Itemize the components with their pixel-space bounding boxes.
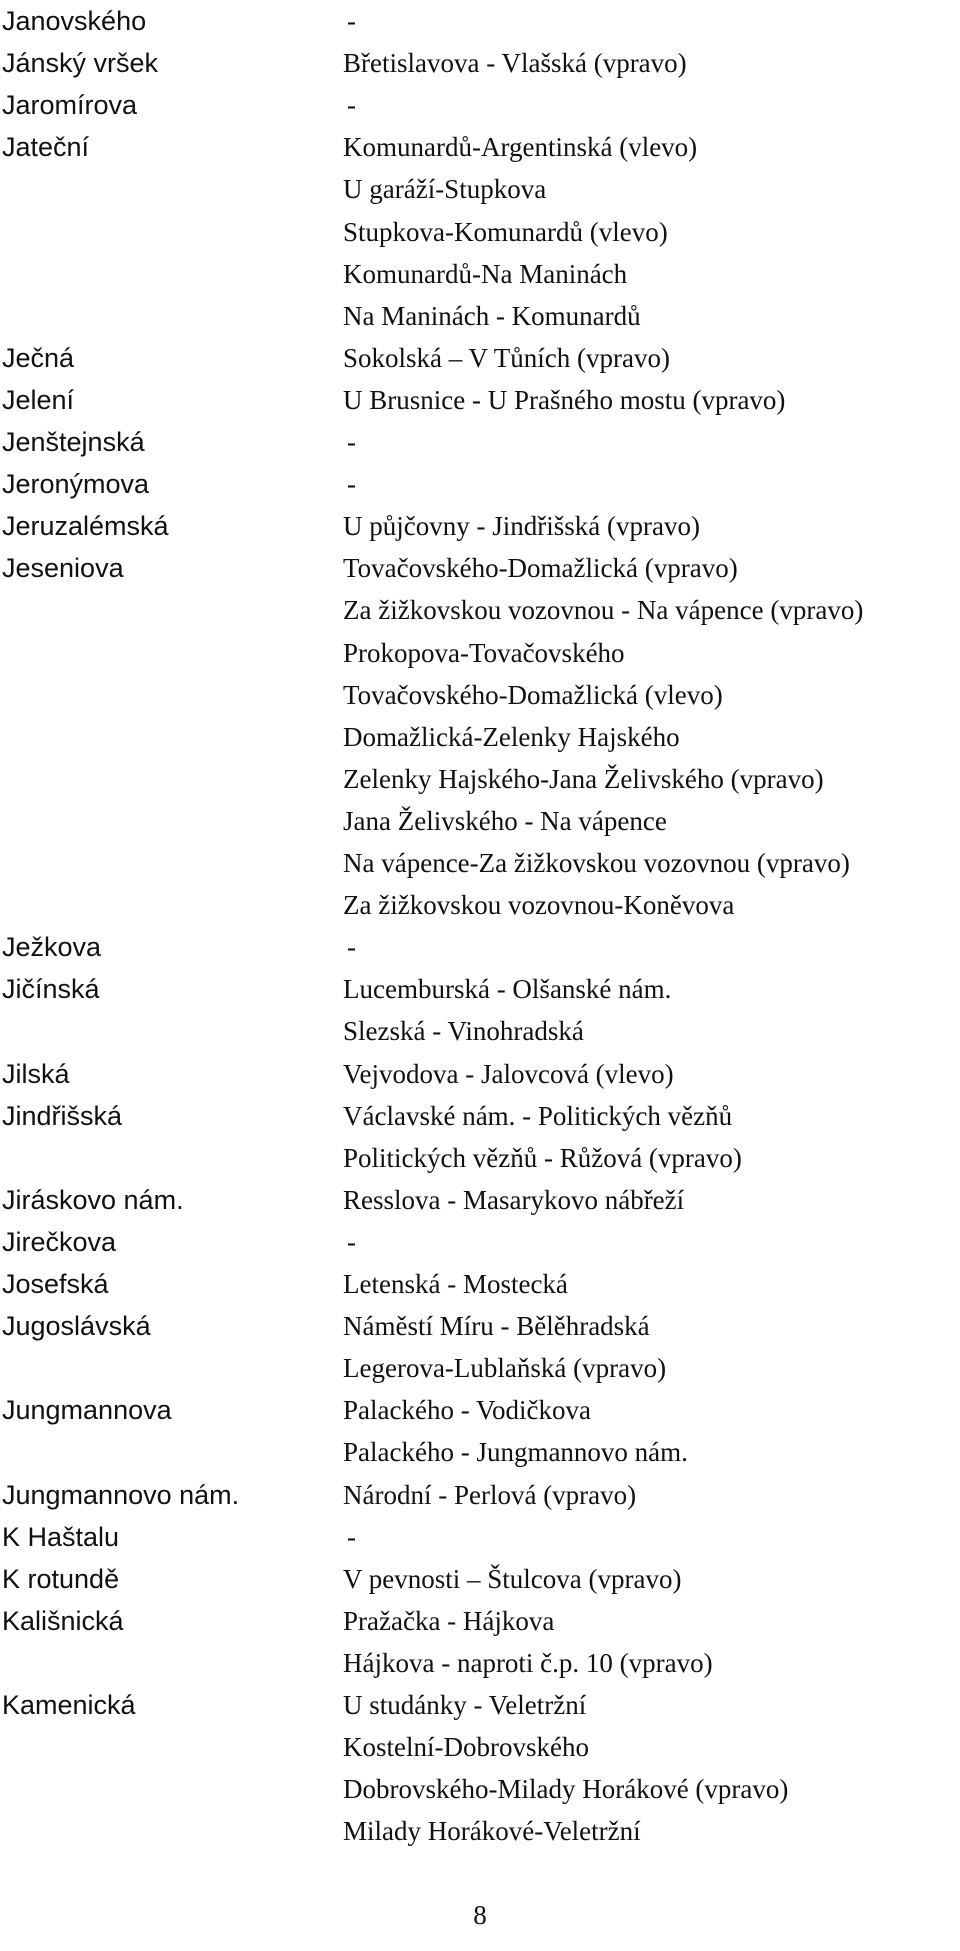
street-segment: Za žižkovskou vozovnou-Koněvova: [343, 890, 735, 920]
street-segment: -: [347, 1227, 356, 1257]
list-item: [0, 505, 960, 547]
street-segment: Za žižkovskou vozovnou - Na vápence (vpravo): [343, 595, 864, 625]
street-segment: Václavské nám. - Politických vězňů: [343, 1101, 733, 1131]
list-item: [0, 758, 960, 800]
street-name: Jilská: [2, 1059, 70, 1089]
street-segment: Komunardů-Argentinská (vlevo): [343, 132, 698, 162]
list-item: [0, 968, 960, 1010]
street-segment: Na vápence-Za žižkovskou vozovnou (vpravo): [343, 848, 850, 878]
list-item: [0, 379, 960, 421]
list-item: [0, 589, 960, 631]
street-segment: Tovačovského-Domažlická (vpravo): [343, 553, 738, 583]
street-segment: Kostelní-Dobrovského: [343, 1732, 589, 1762]
street-name: Jeruzalémská: [2, 511, 169, 541]
street-segment: Palackého - Vodičkova: [343, 1395, 591, 1425]
street-segment: -: [347, 469, 356, 499]
street-segment: Hájkova - naproti č.p. 10 (vpravo): [343, 1648, 713, 1678]
street-name: Kališnická: [2, 1606, 124, 1636]
street-name: Jateční: [2, 132, 90, 162]
street-segment: Náměstí Míru - Bělěhradská: [343, 1311, 650, 1341]
street-segment: Resslova - Masarykovo nábřeží: [343, 1185, 685, 1215]
list-item: [0, 1726, 960, 1768]
list-item: [0, 1221, 960, 1263]
street-segment: Vejvodova - Jalovcová (vlevo): [343, 1059, 674, 1089]
street-name: K Haštalu: [2, 1522, 120, 1552]
street-segment: U studánky - Veletržní: [343, 1690, 587, 1720]
street-segment: Palackého - Jungmannovo nám.: [343, 1437, 688, 1467]
list-item: [0, 463, 960, 505]
street-name: Jaromírova: [2, 90, 138, 120]
list-item: [0, 0, 960, 42]
street-segment: Dobrovského-Milady Horákové (vpravo): [343, 1774, 789, 1804]
street-segment: -: [347, 932, 356, 962]
street-segment: Milady Horákové-Veletržní: [343, 1816, 641, 1846]
street-name: Jánský vršek: [2, 48, 159, 78]
street-segment: Stupkova-Komunardů (vlevo): [343, 217, 668, 247]
list-item: [0, 884, 960, 926]
list-item: [0, 1010, 960, 1052]
street-segment: U garáží-Stupkova: [343, 174, 547, 204]
list-item: [0, 1474, 960, 1516]
street-segment: Lucemburská - Olšanské nám.: [343, 974, 672, 1004]
list-item: [0, 716, 960, 758]
street-segment: Zelenky Hajského-Jana Želivského (vpravo): [343, 764, 824, 794]
street-name: Jenštejnská: [2, 427, 145, 457]
list-item: [0, 842, 960, 884]
street-name: Ježkova: [2, 932, 102, 962]
list-item: [0, 1389, 960, 1431]
street-segment: -: [347, 427, 356, 457]
street-segment: Legerova-Lublaňská (vpravo): [343, 1353, 667, 1383]
street-segment: Sokolská – V Tůních (vpravo): [343, 343, 670, 373]
street-name: Jeseniova: [2, 553, 124, 583]
list-item: [0, 1305, 960, 1347]
list-item: [0, 1684, 960, 1726]
street-segment: Břetislavova - Vlašská (vpravo): [343, 48, 687, 78]
list-item: [0, 253, 960, 295]
list-item: [0, 674, 960, 716]
list-item: [0, 337, 960, 379]
street-name: Josefská: [2, 1269, 109, 1299]
street-name: Kamenická: [2, 1690, 136, 1720]
street-name: K rotundě: [2, 1564, 120, 1594]
street-name: Jindřišská: [2, 1101, 123, 1131]
street-segment: Na Maninách - Komunardů: [343, 301, 641, 331]
street-segment: Prokopova-Tovačovského: [343, 638, 625, 668]
street-segment: Slezská - Vinohradská: [343, 1016, 584, 1046]
list-item: [0, 1642, 960, 1684]
list-item: [0, 168, 960, 210]
street-name: Jelení: [2, 385, 75, 415]
list-item: [0, 926, 960, 968]
list-item: [0, 547, 960, 589]
street-segment: Komunardů-Na Maninách: [343, 259, 628, 289]
street-name: Ječná: [2, 343, 75, 373]
list-item: [0, 1179, 960, 1221]
list-item: [0, 1810, 960, 1852]
list-item: [0, 1053, 960, 1095]
street-name: Jugoslávská: [2, 1311, 151, 1341]
list-item: [0, 421, 960, 463]
list-item: [0, 1431, 960, 1473]
street-segment: Letenská - Mostecká: [343, 1269, 568, 1299]
street-segment: Pražačka - Hájkova: [343, 1606, 555, 1636]
list-item: [0, 1600, 960, 1642]
street-name: Jirečkova: [2, 1227, 117, 1257]
list-item: [0, 1347, 960, 1389]
list-item: [0, 1263, 960, 1305]
street-name: Jungmannova: [2, 1395, 172, 1425]
list-item: [0, 126, 960, 168]
street-segment: -: [347, 90, 356, 120]
list-item: [0, 1768, 960, 1810]
page-number: 8: [473, 1900, 487, 1930]
list-item: [0, 632, 960, 674]
list-item: [0, 42, 960, 84]
street-segment: -: [347, 1522, 356, 1552]
street-segment: Jana Želivského - Na vápence: [343, 806, 667, 836]
street-name: Jeronýmova: [2, 469, 150, 499]
list-item: [0, 1095, 960, 1137]
street-segment: Tovačovského-Domažlická (vlevo): [343, 680, 723, 710]
street-segment: Politických vězňů - Růžová (vpravo): [343, 1143, 742, 1173]
street-segment: V pevnosti – Štulcova (vpravo): [343, 1564, 682, 1594]
list-item: [0, 295, 960, 337]
street-segment: U Brusnice - U Prašného mostu (vpravo): [343, 385, 786, 415]
list-item: [0, 84, 960, 126]
street-name: Janovského: [2, 6, 147, 36]
street-segment: U půjčovny - Jindřišská (vpravo): [343, 511, 700, 541]
list-item: [0, 211, 960, 253]
list-item: [0, 1137, 960, 1179]
list-item: [0, 1558, 960, 1600]
street-segment: -: [347, 6, 356, 36]
list-item: [0, 800, 960, 842]
street-name: Jiráskovo nám.: [2, 1185, 184, 1215]
street-name: Jungmannovo nám.: [2, 1480, 240, 1510]
street-name: Jičínská: [2, 974, 100, 1004]
street-segment: Domažlická-Zelenky Hajského: [343, 722, 680, 752]
list-item: [0, 1516, 960, 1558]
street-segment: Národní - Perlová (vpravo): [343, 1480, 637, 1510]
